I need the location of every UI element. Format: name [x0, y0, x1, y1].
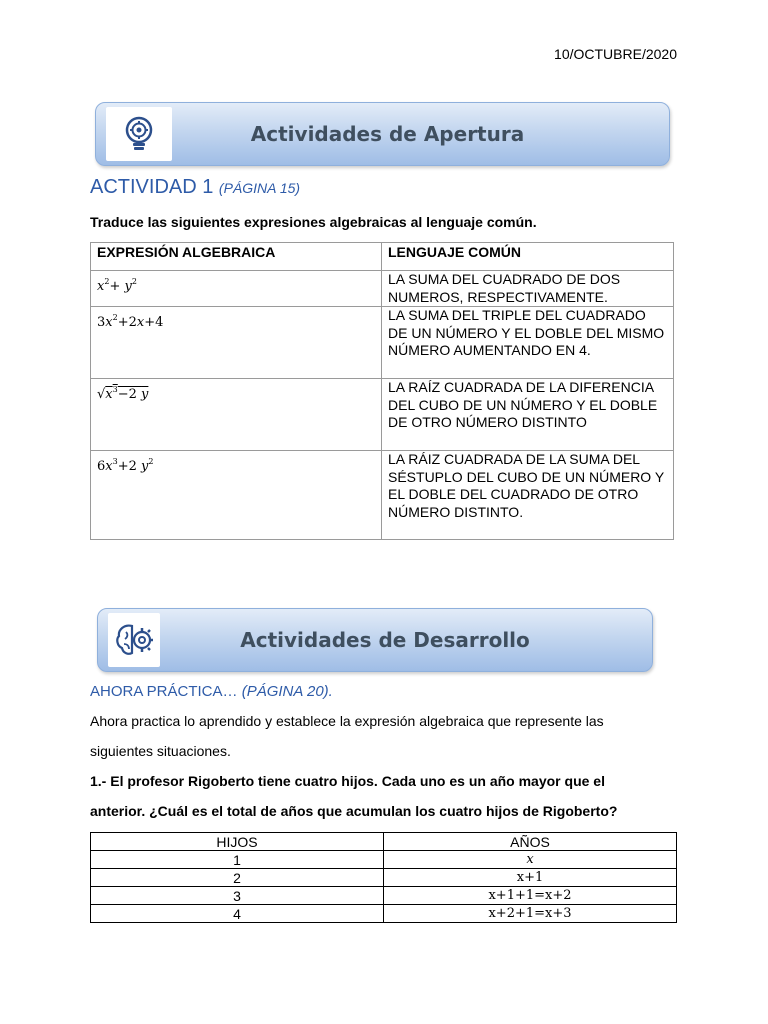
banner-title: Actividades de Apertura	[250, 122, 525, 146]
activity-heading	[90, 176, 300, 199]
common-language-cell: LA SUMA DEL CUADRADO DE DOS NUMEROS, RESPECTIVAMENTE.	[382, 271, 674, 307]
table-row	[91, 905, 677, 923]
table-header-row	[91, 243, 674, 271]
activity-page-ref: (PÁGINA 15)	[218, 180, 301, 196]
header-common-language: LENGUAJE COMÚN	[382, 243, 674, 271]
anos-cell: x	[384, 851, 677, 869]
header-hijos: HIJOS	[91, 833, 384, 851]
anos-cell: x+1	[384, 869, 677, 887]
table-row	[91, 379, 674, 451]
hijos-anos-table	[90, 832, 677, 923]
question-1-line1: 1.- El profesor Rigoberto tiene cuatro hijos. Cada uno es un año mayor que el	[90, 773, 605, 789]
question-1-line2: anterior. ¿Cuál es el total de años que acumulan los cuatro hijos de Rigoberto?	[90, 803, 618, 819]
hijo-cell: 3	[91, 887, 384, 905]
hijo-cell: 2	[91, 869, 384, 887]
header-expression: EXPRESIÓN ALGEBRAICA	[91, 243, 382, 271]
practice-intro-line1: Ahora practica lo aprendido y establece la expresión algebraica que represente las	[90, 713, 604, 729]
expression-cell: $√x^3-2$ y	[91, 379, 382, 451]
practice-title: AHORA PRÁCTICA…	[90, 683, 238, 700]
table-header-row	[91, 833, 677, 851]
expressions-table	[90, 242, 674, 540]
activity-title: ACTIVIDAD 1	[90, 176, 214, 198]
expression-cell: $6x^3+2$ $y^2$	[91, 451, 382, 540]
common-language-cell: LA SUMA DEL TRIPLE DEL CUADRADO DE UN NÚMERO Y EL DOBLE DEL MISMO NÚMERO AUMENTANDO EN 4.	[382, 307, 674, 379]
table-row	[91, 869, 677, 887]
banner-actividades-desarrollo	[97, 608, 653, 672]
common-language-cell: LA RAÍZ CUADRADA DE LA DIFERENCIA DEL CUBO DE UN NÚMERO Y EL DOBLE DE OTRO NÚMERO DISTINTO	[382, 379, 674, 451]
document-date: 10/OCTUBRE/2020	[554, 46, 677, 62]
expression-cell: $3x^2+2x+4$	[91, 307, 382, 379]
table-row	[91, 451, 674, 540]
table-row	[91, 307, 674, 379]
table-row	[91, 271, 674, 307]
anos-cell: x+2+1=x+3	[384, 905, 677, 923]
practice-intro-line2: siguientes situaciones.	[90, 743, 231, 759]
banner-title: Actividades de Desarrollo	[240, 628, 530, 652]
table-row	[91, 851, 677, 869]
activity-instruction: Traduce las siguientes expresiones algebraicas al lenguaje común.	[90, 214, 537, 230]
hijo-cell: 4	[91, 905, 384, 923]
common-language-cell: LA RÁIZ CUADRADA DE LA SUMA DEL SÉSTUPLO DEL CUBO DE UN NÚMERO Y EL DOBLE DEL CUADRADO DE OTRO NÚMERO DISTINTO.	[382, 451, 674, 540]
hijo-cell: 1	[91, 851, 384, 869]
anos-cell: x+1+1=x+2	[384, 887, 677, 905]
practice-page-ref: (PÁGINA 20).	[241, 683, 333, 700]
table-row	[91, 887, 677, 905]
expression-cell: $x^2+ y^2$	[91, 271, 382, 307]
banner-actividades-apertura	[95, 102, 670, 166]
practice-heading	[90, 683, 333, 700]
header-anos: AÑOS	[384, 833, 677, 851]
